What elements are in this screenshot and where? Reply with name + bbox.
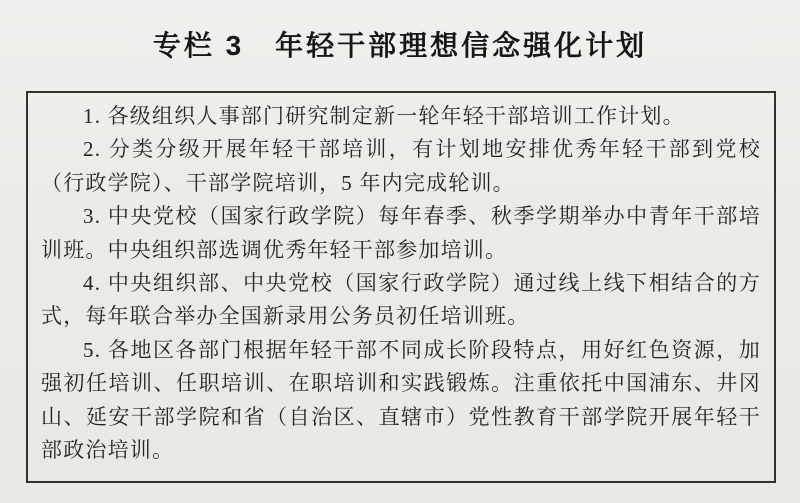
list-item-1: 1. 各级组织人事部门研究制定新一轮年轻干部培训工作计划。 <box>83 104 685 128</box>
list-item-3: 3. 中央党校（国家行政学院）每年春季、秋季学期举办中青年干部培训班。中央组织部选调优秀年轻干部参加培训。 <box>41 204 761 262</box>
content-box <box>26 91 776 483</box>
list-item-4: 4. 中央组织部、中央党校（国家行政学院）通过线上线下相结合的方式，每年联合举办全国新录用公务员初任培训班。 <box>41 271 761 329</box>
page-title: 专栏 3 年轻干部理想信念强化计划 <box>152 30 648 61</box>
list-item-5: 5. 各地区各部门根据年轻干部不同成长阶段特点，用好红色资源，加强初任培训、任职培训、在职培训和实践锻炼。注重依托中国浦东、井冈山、延安干部学院和省（自治区、直辖市）党性教育干部学院开展年轻干部政治培训。 <box>41 337 761 463</box>
list-item-2: 2. 分类分级开展年轻干部培训，有计划地安排优秀年轻干部到党校（行政学院）、干部学院培训，5 年内完成轮训。 <box>41 137 761 195</box>
